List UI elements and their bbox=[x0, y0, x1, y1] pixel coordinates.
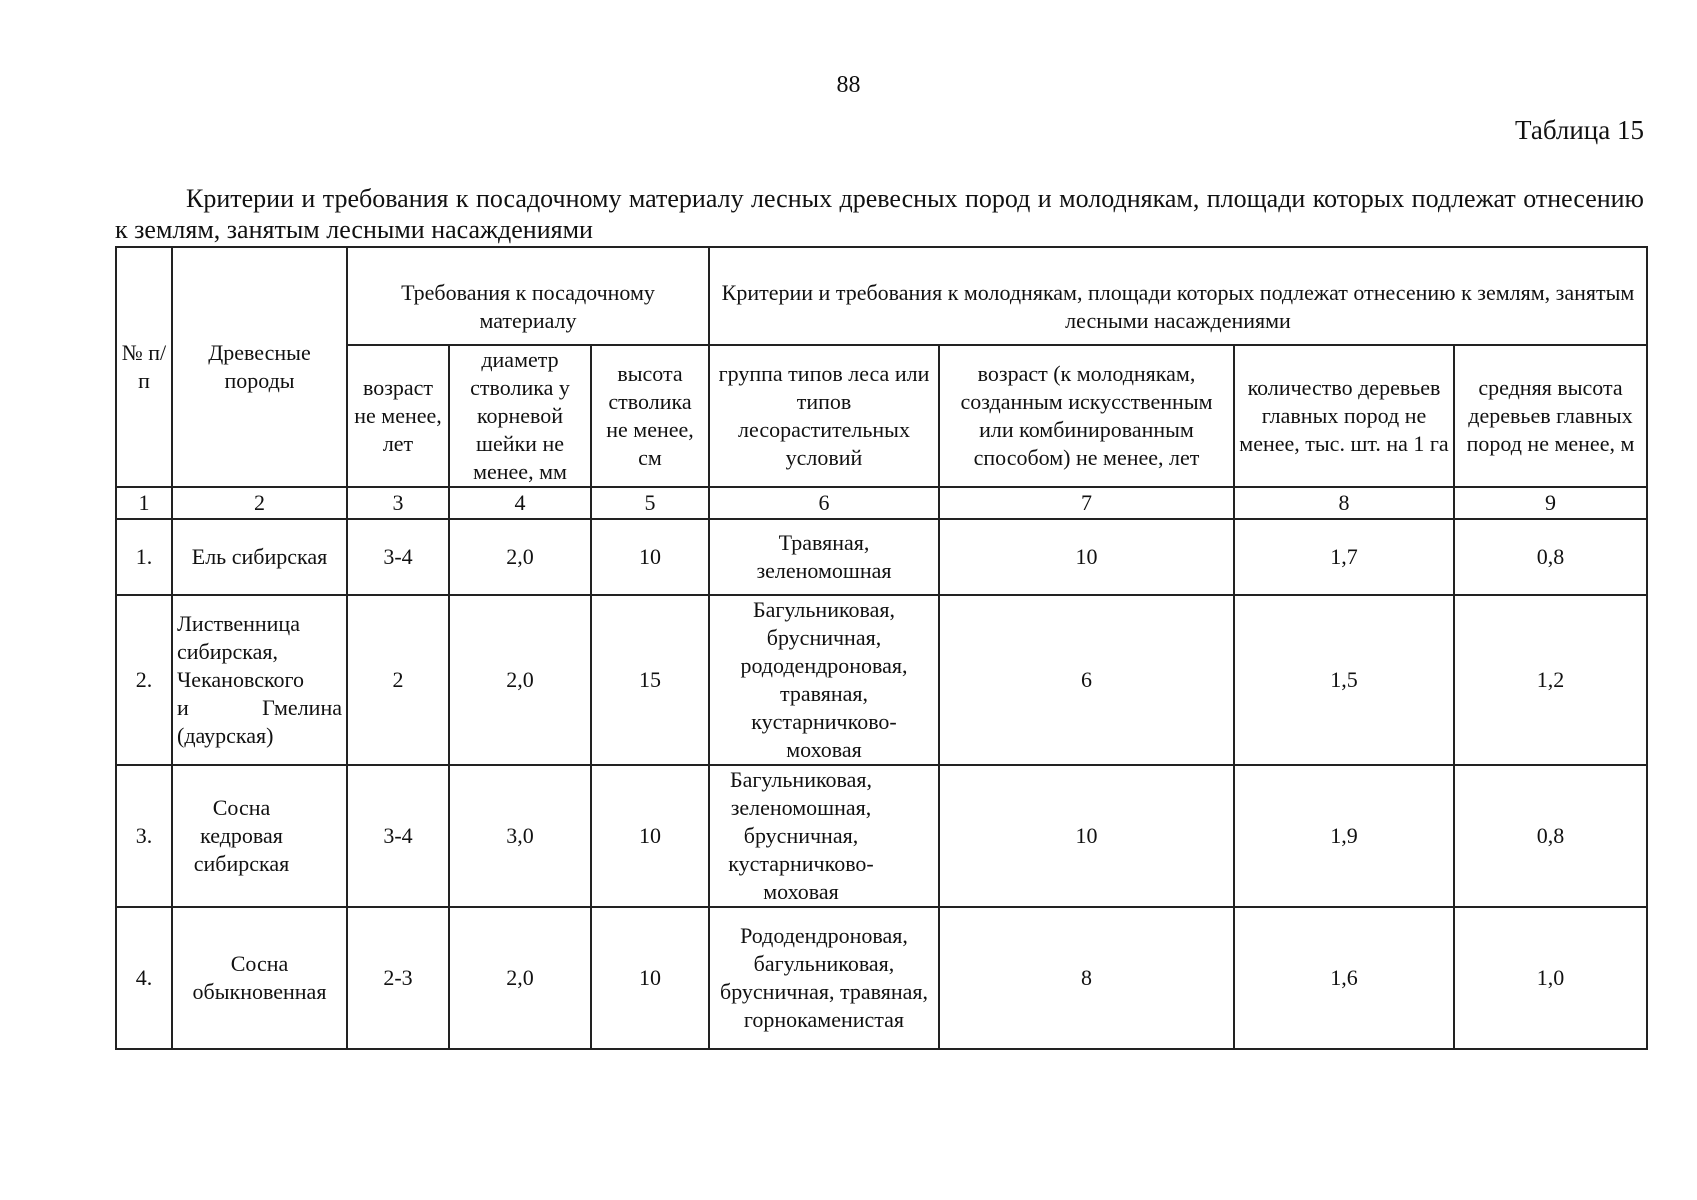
header-forest-group: группа типов леса или типов лесорастительных условий bbox=[709, 345, 939, 487]
page-number: 88 bbox=[836, 72, 861, 98]
column-number: 5 bbox=[591, 487, 709, 519]
table-row bbox=[116, 519, 1647, 595]
row-age: 3-4 bbox=[347, 765, 449, 907]
row-height: 10 bbox=[591, 907, 709, 1049]
header-planting-material: Требования к посадочному материалу bbox=[347, 247, 709, 345]
column-number: 4 bbox=[449, 487, 591, 519]
table-caption: Критерии и требования к посадочному материалу лесных древесных пород и молоднякам, площади которых подлежат отнесению к землям, занятым лесными насаждениями bbox=[115, 184, 1644, 244]
column-number: 3 bbox=[347, 487, 449, 519]
row-species: Ель сибирская bbox=[172, 519, 347, 595]
column-number: 9 bbox=[1454, 487, 1647, 519]
header-young-stands: Критерии и требования к молоднякам, площади которых подлежат отнесению к землям, занятым лесными насаждениями bbox=[709, 247, 1647, 345]
row-avg-height: 0,8 bbox=[1454, 765, 1647, 907]
row-young-age: 8 bbox=[939, 907, 1234, 1049]
row-age: 3-4 bbox=[347, 519, 449, 595]
row-species: Сосна кедровая сибирская bbox=[172, 765, 347, 907]
table-row bbox=[116, 765, 1647, 907]
row-species bbox=[172, 595, 347, 765]
row-young-age: 10 bbox=[939, 765, 1234, 907]
criteria-table bbox=[115, 246, 1648, 1050]
species-line: (даурская) bbox=[177, 723, 274, 748]
row-tree-count: 1,7 bbox=[1234, 519, 1454, 595]
row-height: 15 bbox=[591, 595, 709, 765]
header-diameter: диаметр стволика у корневой шейки не менее, мм bbox=[449, 345, 591, 487]
row-forest-group: Багульниковая, зеленомошная, брусничная, кустарничково-моховая bbox=[709, 765, 939, 907]
table-row bbox=[116, 595, 1647, 765]
header-age: возраст не менее, лет bbox=[347, 345, 449, 487]
table-label: Таблица 15 bbox=[1515, 115, 1644, 145]
row-tree-count: 1,6 bbox=[1234, 907, 1454, 1049]
row-height: 10 bbox=[591, 765, 709, 907]
row-tree-count: 1,5 bbox=[1234, 595, 1454, 765]
header-num: № п/п bbox=[116, 247, 172, 487]
row-forest-group: Багульниковая, брусничная, рододендроновая, травяная, кустарничково-моховая bbox=[709, 595, 939, 765]
row-avg-height: 1,2 bbox=[1454, 595, 1647, 765]
row-tree-count: 1,9 bbox=[1234, 765, 1454, 907]
header-species: Древесные породы bbox=[172, 247, 347, 487]
row-diameter: 2,0 bbox=[449, 519, 591, 595]
column-number: 8 bbox=[1234, 487, 1454, 519]
row-diameter: 3,0 bbox=[449, 765, 591, 907]
row-num: 2. bbox=[116, 595, 172, 765]
row-young-age: 6 bbox=[939, 595, 1234, 765]
header-height: высота стволика не менее, см bbox=[591, 345, 709, 487]
species-line: Чекановского bbox=[177, 667, 305, 692]
row-species: Сосна обыкновенная bbox=[172, 907, 347, 1049]
row-height: 10 bbox=[591, 519, 709, 595]
column-number: 2 bbox=[172, 487, 347, 519]
row-age: 2 bbox=[347, 595, 449, 765]
row-num: 1. bbox=[116, 519, 172, 595]
row-diameter: 2,0 bbox=[449, 595, 591, 765]
row-avg-height: 1,0 bbox=[1454, 907, 1647, 1049]
row-age: 2-3 bbox=[347, 907, 449, 1049]
row-num: 4. bbox=[116, 907, 172, 1049]
header-avg-height: средняя высота деревьев главных пород не менее, м bbox=[1454, 345, 1647, 487]
species-line: сибирская, bbox=[177, 639, 279, 664]
species-line: и Гмелина bbox=[177, 695, 342, 720]
row-num: 3. bbox=[116, 765, 172, 907]
row-young-age: 10 bbox=[939, 519, 1234, 595]
column-number: 6 bbox=[709, 487, 939, 519]
column-number-row bbox=[116, 487, 1647, 519]
column-number: 7 bbox=[939, 487, 1234, 519]
row-forest-group: Рододендроновая, багульниковая, брусничная, травяная, горнокаменистая bbox=[709, 907, 939, 1049]
header-young-age: возраст (к молоднякам, созданным искусственным или комбинированным способом) не менее, лет bbox=[939, 345, 1234, 487]
header-tree-count: количество деревьев главных пород не менее, тыс. шт. на 1 га bbox=[1234, 345, 1454, 487]
row-avg-height: 0,8 bbox=[1454, 519, 1647, 595]
column-number: 1 bbox=[116, 487, 172, 519]
row-forest-group: Травяная, зеленомошная bbox=[709, 519, 939, 595]
species-line: Лиственница bbox=[177, 611, 300, 636]
table-row bbox=[116, 907, 1647, 1049]
row-diameter: 2,0 bbox=[449, 907, 591, 1049]
